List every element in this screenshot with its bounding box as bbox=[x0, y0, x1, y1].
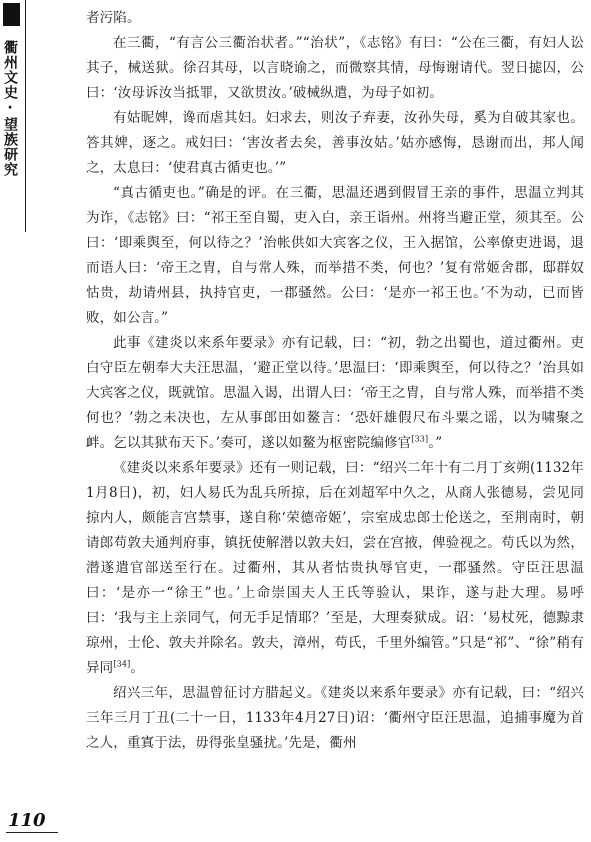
paragraph-4 bbox=[86, 181, 584, 331]
series-title: 衢州文史·望族研究 bbox=[2, 40, 18, 177]
paragraph-5 bbox=[86, 331, 584, 456]
side-rule bbox=[25, 0, 26, 232]
paragraph-7 bbox=[86, 681, 584, 756]
paragraph-3 bbox=[86, 106, 584, 181]
paragraph-text: 绍兴三年，思温曾征讨方腊起义。《建炎以来系年要录》亦有记载，曰：“绍兴三年三月丁丑(二十一日，1133年4月27日)诏：‘衢州守臣汪思温，追捕事魔为首之人，重寘于法，毋得张皇骚扰。’先是，衢州 bbox=[86, 685, 584, 751]
side-margin bbox=[0, 0, 70, 842]
paragraph-text: 有姑昵婢，谗而虐其妇。妇求去，则汝子弃妻，汝孙失母，奚为自破其家也。答其婢，逐之。戒妇曰：‘害汝者去矣，善事汝姑。’姑亦感悔，恳谢而出，邦人闻之，太息曰：‘使君真古循吏也。’” bbox=[86, 110, 584, 176]
paragraph-tail: 。” bbox=[428, 435, 443, 451]
page-number-rule bbox=[6, 832, 58, 833]
footnote-ref-34: [34] bbox=[113, 659, 131, 669]
paragraph-text: 者污陷。 bbox=[86, 10, 141, 26]
footnote-ref-33: [33] bbox=[411, 434, 429, 444]
page-number: 110 bbox=[8, 810, 46, 831]
paragraph-text: 在三衢，“有言公三衢治状者。”“治状”，《志铭》有曰：“公在三衢，有妇人讼其子，械送狱。徐召其母，以言晓谕之，而微察其情，母悔谢请代。翌日摅囚，公曰：‘汝母诉汝当抵罪，又欲贯汝。’破械纵遣，为母子如初。 bbox=[86, 35, 584, 101]
paragraph-text: “真古循吏也。”确是的评。在三衢，思温还遇到假冒王亲的事件，思温立判其为诈，《志铭》曰：“祁王至自蜀，吏入白，亲王诣州。州将当避正堂，须其至。公曰：‘即乘舆至，何以待之？’治帐供如大宾客之仪，王入据馆，公率僚吏进谒，退而语人曰：‘帝王之胄，自与常人殊，而举措不类，何也？’复有常姬舍郡，邸群奴怙贵，劫请州县，执持官吏，一郡骚然。公曰：‘是亦一祁王也。’不为动，已而皆败，如公言。” bbox=[86, 185, 584, 326]
body-text bbox=[86, 6, 584, 756]
paragraph-text: 此事《建炎以来系年要录》亦有记载，曰：“初，勃之出蜀也，道过衢州。吏白守臣左朝奉大夫汪思温，‘避正堂以待。’思温曰：‘即乘舆至，何以待之？’治具如大宾客之仪，既就馆。思温入谒，出谓人曰：‘帝王之胄，自与常人殊，而举措不类何也？’勃之未决也，左从事郎田如鳌言：‘恐奸雄假尺布斗粟之谣，以为啸聚之衅。乞以其狱布天下。’奏可，遂以如鳌为枢密院编修官 bbox=[86, 335, 584, 451]
paragraph-2 bbox=[86, 31, 584, 106]
paragraph-6 bbox=[86, 456, 584, 681]
paragraph-text: 《建炎以来系年要录》还有一则记载，曰：“绍兴二年十有二月丁亥朔(1132年1月8日)，初，妇人易氏为乱兵所掠，后在刘超军中久之，从商人张德易，尝见同掠内人，颇能言宫禁事，遂自称‘荣德帝姬’，宗室成忠郎士伦送之，至荆南时，朝请郎苟敦夫通判府事，镇抚使解潜以敦夫妇，尝在宫掖，俾验视之。苟氏以为然，潜遂遣官部送至行在。过衢州，其从者怙贵执辱官吏，一郡骚然。守臣汪思温曰：‘是亦一“徐王”也。’上命崇国夫人王氏等验认，果诈，遂与赴大理。易呼曰：‘我与主上亲同气，何无手足情耶？’至是，大理奏狱成。诏：‘易杖死，德黥隶琼州，士伦、敦夫并除名。敦夫，漳州，苟氏，千里外编管。”只是“祁”、“徐”稍有异同 bbox=[86, 460, 584, 676]
paragraph-tail: 。 bbox=[130, 660, 144, 676]
paragraph-1 bbox=[86, 6, 584, 31]
series-marker-block bbox=[3, 3, 20, 26]
